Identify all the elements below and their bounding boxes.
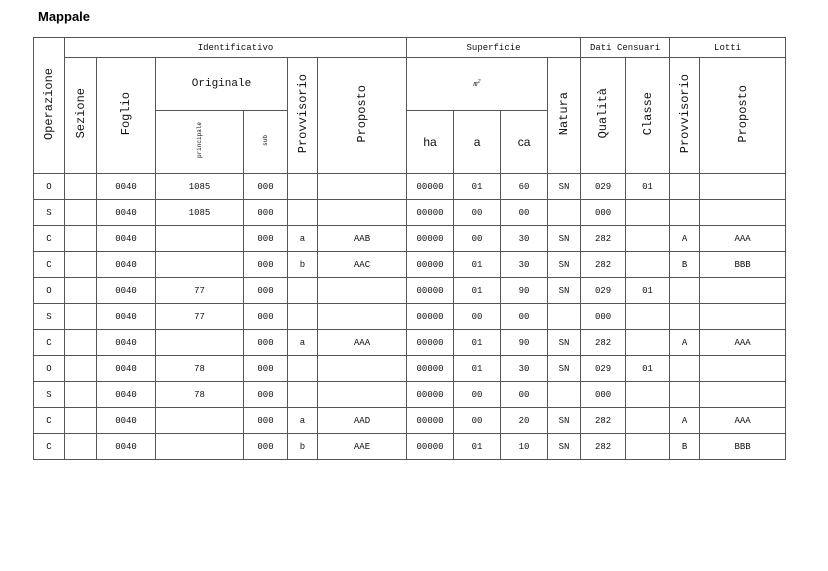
cell-a: 00 bbox=[454, 226, 501, 252]
cell-lotti-provvisorio bbox=[670, 174, 700, 200]
group-header-dati-censuari: Dati Censuari bbox=[581, 38, 670, 58]
col-header-proposto: Proposto bbox=[318, 58, 407, 174]
col-header-provvisorio: Provvisorio bbox=[288, 58, 318, 174]
col-header-ca: ca bbox=[501, 111, 548, 174]
cell-principale: 77 bbox=[156, 278, 244, 304]
cell-lotti-proposto: AAA bbox=[700, 408, 786, 434]
cell-principale bbox=[156, 408, 244, 434]
cell-sub: 000 bbox=[244, 226, 288, 252]
cell-foglio: 0040 bbox=[97, 382, 156, 408]
cell-sub: 000 bbox=[244, 278, 288, 304]
cell-a: 01 bbox=[454, 330, 501, 356]
cell-foglio: 0040 bbox=[97, 226, 156, 252]
cell-provvisorio: a bbox=[288, 330, 318, 356]
cell-operazione: O bbox=[34, 356, 65, 382]
cell-ha: 00000 bbox=[407, 226, 454, 252]
group-header-identificativo: Identificativo bbox=[65, 38, 407, 58]
cell-ca: 60 bbox=[501, 174, 548, 200]
cell-foglio: 0040 bbox=[97, 408, 156, 434]
cell-operazione: O bbox=[34, 174, 65, 200]
cell-lotti-provvisorio: B bbox=[670, 434, 700, 460]
cell-lotti-provvisorio: B bbox=[670, 252, 700, 278]
cell-proposto: AAB bbox=[318, 226, 407, 252]
cell-sezione bbox=[65, 382, 97, 408]
cell-natura: SN bbox=[548, 434, 581, 460]
cell-foglio: 0040 bbox=[97, 356, 156, 382]
table-header bbox=[34, 38, 786, 174]
cell-principale bbox=[156, 434, 244, 460]
cell-operazione: S bbox=[34, 382, 65, 408]
cell-classe: 01 bbox=[626, 174, 670, 200]
cell-provvisorio: a bbox=[288, 408, 318, 434]
cell-lotti-provvisorio bbox=[670, 304, 700, 330]
cell-classe bbox=[626, 382, 670, 408]
cell-operazione: S bbox=[34, 304, 65, 330]
cell-provvisorio bbox=[288, 200, 318, 226]
cell-foglio: 0040 bbox=[97, 330, 156, 356]
cell-ca: 10 bbox=[501, 434, 548, 460]
cell-sub: 000 bbox=[244, 434, 288, 460]
cell-lotti-proposto: BBB bbox=[700, 252, 786, 278]
cell-classe bbox=[626, 226, 670, 252]
cell-sezione bbox=[65, 278, 97, 304]
cell-qualita: 282 bbox=[581, 252, 626, 278]
cell-operazione: C bbox=[34, 252, 65, 278]
col-header-originale: Originale bbox=[156, 58, 288, 111]
cell-sezione bbox=[65, 408, 97, 434]
col-header-foglio: Foglio bbox=[97, 58, 156, 174]
cell-proposto: AAC bbox=[318, 252, 407, 278]
cell-ca: 00 bbox=[501, 304, 548, 330]
cell-lotti-proposto bbox=[700, 356, 786, 382]
cell-qualita: 282 bbox=[581, 408, 626, 434]
cell-ca: 00 bbox=[501, 200, 548, 226]
cell-ha: 00000 bbox=[407, 304, 454, 330]
cell-operazione: O bbox=[34, 278, 65, 304]
cell-ha: 00000 bbox=[407, 200, 454, 226]
cell-proposto: AAD bbox=[318, 408, 407, 434]
mappale-table bbox=[33, 37, 786, 460]
cell-qualita: 029 bbox=[581, 356, 626, 382]
table-row bbox=[34, 174, 786, 200]
group-header-lotti: Lotti bbox=[670, 38, 786, 58]
col-header-classe: Classe bbox=[626, 58, 670, 174]
group-header-superficie: Superficie bbox=[407, 38, 581, 58]
cell-proposto bbox=[318, 200, 407, 226]
cell-natura: SN bbox=[548, 278, 581, 304]
cell-foglio: 0040 bbox=[97, 200, 156, 226]
cell-proposto: AAA bbox=[318, 330, 407, 356]
cell-sezione bbox=[65, 356, 97, 382]
cell-natura: SN bbox=[548, 330, 581, 356]
cell-operazione: C bbox=[34, 226, 65, 252]
cell-sub: 000 bbox=[244, 330, 288, 356]
cell-provvisorio bbox=[288, 382, 318, 408]
cell-qualita: 282 bbox=[581, 226, 626, 252]
cell-sub: 000 bbox=[244, 174, 288, 200]
col-header-ha: ha bbox=[407, 111, 454, 174]
cell-ca: 90 bbox=[501, 330, 548, 356]
cell-proposto bbox=[318, 278, 407, 304]
cell-principale: 77 bbox=[156, 304, 244, 330]
table-row bbox=[34, 278, 786, 304]
col-header-operazione: Operazione bbox=[34, 38, 65, 174]
cell-sezione bbox=[65, 226, 97, 252]
cell-ca: 20 bbox=[501, 408, 548, 434]
cell-natura: SN bbox=[548, 252, 581, 278]
col-header-lotti-proposto: Proposto bbox=[700, 58, 786, 174]
cell-foglio: 0040 bbox=[97, 252, 156, 278]
cell-principale bbox=[156, 330, 244, 356]
col-header-principale: principale bbox=[156, 111, 244, 174]
cell-ha: 00000 bbox=[407, 252, 454, 278]
cell-ha: 00000 bbox=[407, 408, 454, 434]
cell-provvisorio: a bbox=[288, 226, 318, 252]
cell-sezione bbox=[65, 330, 97, 356]
cell-a: 01 bbox=[454, 252, 501, 278]
table-row bbox=[34, 252, 786, 278]
cell-proposto bbox=[318, 382, 407, 408]
table-row bbox=[34, 226, 786, 252]
cell-qualita: 000 bbox=[581, 382, 626, 408]
cell-provvisorio bbox=[288, 174, 318, 200]
cell-principale: 1085 bbox=[156, 174, 244, 200]
cell-lotti-proposto bbox=[700, 200, 786, 226]
cell-a: 01 bbox=[454, 174, 501, 200]
section-title: Mappale bbox=[38, 9, 91, 24]
cell-qualita: 000 bbox=[581, 304, 626, 330]
cell-sezione bbox=[65, 200, 97, 226]
cell-qualita: 282 bbox=[581, 434, 626, 460]
cell-qualita: 282 bbox=[581, 330, 626, 356]
table-body bbox=[34, 174, 786, 460]
cell-principale bbox=[156, 226, 244, 252]
cell-operazione: S bbox=[34, 200, 65, 226]
cell-lotti-provvisorio bbox=[670, 382, 700, 408]
cell-lotti-proposto: AAA bbox=[700, 226, 786, 252]
cell-classe bbox=[626, 252, 670, 278]
cell-lotti-provvisorio bbox=[670, 356, 700, 382]
cell-lotti-proposto bbox=[700, 174, 786, 200]
cell-natura: SN bbox=[548, 174, 581, 200]
cell-principale: 1085 bbox=[156, 200, 244, 226]
cell-provvisorio bbox=[288, 356, 318, 382]
cell-natura bbox=[548, 200, 581, 226]
cell-ca: 30 bbox=[501, 226, 548, 252]
cell-lotti-proposto bbox=[700, 304, 786, 330]
cell-classe: 01 bbox=[626, 356, 670, 382]
cell-principale: 78 bbox=[156, 356, 244, 382]
cell-ha: 00000 bbox=[407, 356, 454, 382]
cell-lotti-proposto bbox=[700, 278, 786, 304]
cell-lotti-provvisorio bbox=[670, 200, 700, 226]
cell-ca: 30 bbox=[501, 252, 548, 278]
cell-ca: 90 bbox=[501, 278, 548, 304]
col-header-sezione: Sezione bbox=[65, 58, 97, 174]
cell-sub: 000 bbox=[244, 200, 288, 226]
cell-provvisorio bbox=[288, 278, 318, 304]
cell-classe bbox=[626, 408, 670, 434]
cell-a: 00 bbox=[454, 200, 501, 226]
col-header-natura: Natura bbox=[548, 58, 581, 174]
cell-foglio: 0040 bbox=[97, 434, 156, 460]
cell-foglio: 0040 bbox=[97, 174, 156, 200]
cell-sezione bbox=[65, 304, 97, 330]
table-row bbox=[34, 304, 786, 330]
cell-principale: 78 bbox=[156, 382, 244, 408]
cell-ha: 00000 bbox=[407, 278, 454, 304]
cell-natura bbox=[548, 382, 581, 408]
cell-sub: 000 bbox=[244, 408, 288, 434]
cell-foglio: 0040 bbox=[97, 304, 156, 330]
cell-sub: 000 bbox=[244, 382, 288, 408]
cell-lotti-proposto bbox=[700, 382, 786, 408]
table-row bbox=[34, 330, 786, 356]
cell-sub: 000 bbox=[244, 252, 288, 278]
cell-proposto: AAE bbox=[318, 434, 407, 460]
cell-sezione bbox=[65, 174, 97, 200]
cell-classe bbox=[626, 330, 670, 356]
cell-a: 00 bbox=[454, 382, 501, 408]
cell-sub: 000 bbox=[244, 304, 288, 330]
cell-operazione: C bbox=[34, 330, 65, 356]
cell-sub: 000 bbox=[244, 356, 288, 382]
cell-lotti-provvisorio: A bbox=[670, 330, 700, 356]
cell-sezione bbox=[65, 434, 97, 460]
cell-lotti-provvisorio: A bbox=[670, 226, 700, 252]
cell-a: 00 bbox=[454, 304, 501, 330]
cell-classe bbox=[626, 304, 670, 330]
cell-lotti-proposto: AAA bbox=[700, 330, 786, 356]
cell-a: 01 bbox=[454, 278, 501, 304]
cell-ha: 00000 bbox=[407, 434, 454, 460]
table-row bbox=[34, 200, 786, 226]
cell-lotti-proposto: BBB bbox=[700, 434, 786, 460]
cell-qualita: 029 bbox=[581, 174, 626, 200]
cell-provvisorio: b bbox=[288, 252, 318, 278]
cell-provvisorio bbox=[288, 304, 318, 330]
cell-ca: 30 bbox=[501, 356, 548, 382]
cell-qualita: 029 bbox=[581, 278, 626, 304]
cell-a: 01 bbox=[454, 434, 501, 460]
cell-provvisorio: b bbox=[288, 434, 318, 460]
cell-a: 01 bbox=[454, 356, 501, 382]
cell-ha: 00000 bbox=[407, 330, 454, 356]
table-row bbox=[34, 356, 786, 382]
cell-lotti-provvisorio bbox=[670, 278, 700, 304]
cell-lotti-provvisorio: A bbox=[670, 408, 700, 434]
cell-proposto bbox=[318, 356, 407, 382]
cell-operazione: C bbox=[34, 408, 65, 434]
cell-qualita: 000 bbox=[581, 200, 626, 226]
cell-principale bbox=[156, 252, 244, 278]
cell-natura bbox=[548, 304, 581, 330]
cell-ca: 00 bbox=[501, 382, 548, 408]
cell-operazione: C bbox=[34, 434, 65, 460]
col-header-unit: $m^2$ bbox=[407, 58, 548, 111]
cell-proposto bbox=[318, 174, 407, 200]
col-header-a: a bbox=[454, 111, 501, 174]
cell-a: 00 bbox=[454, 408, 501, 434]
table-row bbox=[34, 434, 786, 460]
col-header-sub: sub bbox=[244, 111, 288, 174]
cell-classe: 01 bbox=[626, 278, 670, 304]
col-header-lotti-provvisorio: Provvisorio bbox=[670, 58, 700, 174]
cell-natura: SN bbox=[548, 356, 581, 382]
cell-classe bbox=[626, 200, 670, 226]
cell-classe bbox=[626, 434, 670, 460]
cell-foglio: 0040 bbox=[97, 278, 156, 304]
cell-ha: 00000 bbox=[407, 174, 454, 200]
cell-natura: SN bbox=[548, 226, 581, 252]
col-header-qualita: Qualità bbox=[581, 58, 626, 174]
cell-proposto bbox=[318, 304, 407, 330]
cell-natura: SN bbox=[548, 408, 581, 434]
cell-ha: 00000 bbox=[407, 382, 454, 408]
cell-sezione bbox=[65, 252, 97, 278]
table-row bbox=[34, 408, 786, 434]
table-row bbox=[34, 382, 786, 408]
